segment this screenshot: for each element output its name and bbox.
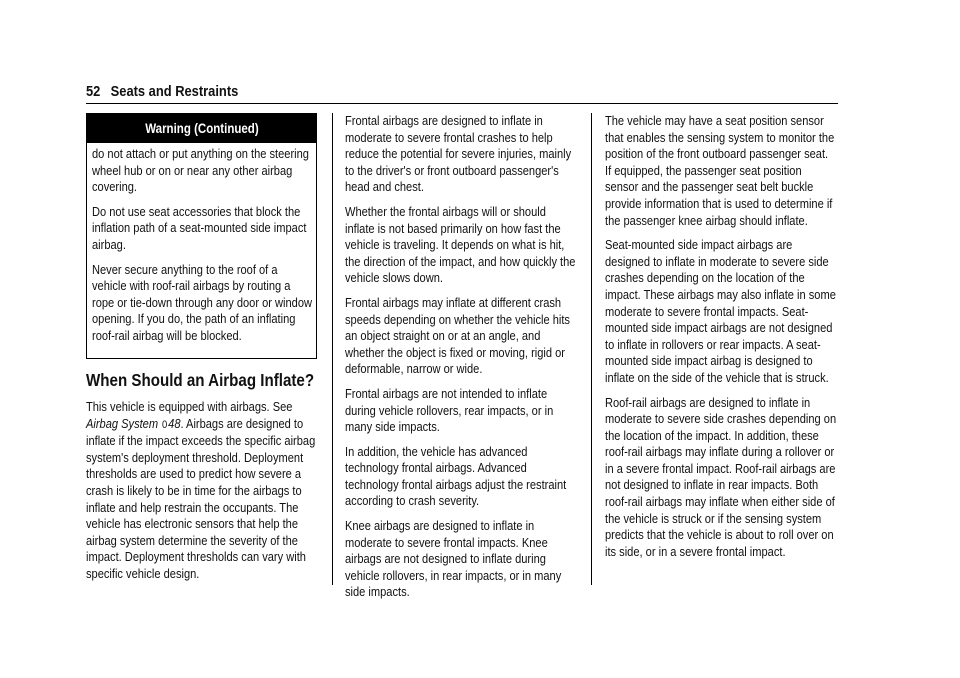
section-heading: When Should an Airbag Inflate?: [86, 370, 315, 390]
warning-box: [86, 113, 317, 359]
cross-reference-link[interactable]: Airbag System: [86, 415, 159, 431]
warning-body: [87, 143, 316, 345]
cross-reference-page[interactable]: 48: [168, 415, 181, 431]
warning-header: [87, 114, 316, 143]
column2-paragraph: Frontal airbags are not intended to inflate during vehicle rollovers, rear impacts, or in many side impacts.: [345, 385, 554, 435]
intro-paragraph: [86, 399, 320, 583]
column2-paragraph: In addition, the vehicle has advanced technology frontal airbags. Advanced technology frontal airbags adjust the restraint according to crash severity.: [345, 443, 567, 509]
intro-text-after: . Airbags are designed to inflate if the impact exceeds the specific airbag system's deployment threshold. Deployment thresholds are used to predict how severe a crash is likely to be in time for the airbags to inflate and help restrain the occupants. The vehicle has electronic sensors that help the airbag system determine the severity of the impact. Deployment thresholds can vary with specific vehicle design.: [86, 415, 316, 581]
section-name: Seats and Restraints: [110, 83, 239, 100]
column2-paragraph: Knee airbags are designed to inflate in moderate to severe frontal impacts. Knee airbags are not designed to inflate during vehicle rollovers, in rear impacts, or in many side impacts.: [345, 518, 562, 600]
column3-paragraph: The vehicle may have a seat position sensor that enables the sensing system to monitor the position of the front outboard passenger seat. If equipped, the passenger seat position sensor and the passenger seat belt buckle provide information that is used to determine if the passenger knee airbag should inflate.: [605, 113, 835, 228]
warning-paragraph: Never secure anything to the roof of a vehicle with roof-rail airbags by routing a rope or tie-down through any door or window opening. If you do, the path of an inflating roof-rail airbag will be blocked.: [92, 261, 312, 343]
section-intro: [86, 399, 358, 583]
warning-paragraph: do not attach or put anything on the steering wheel hub or on or near any other airbag covering.: [92, 146, 309, 195]
column2-paragraph: Frontal airbags may inflate at different crash speeds depending on whether the vehicle hits an object straight on or at an angle, and whether the object is fixed or moving, rigid or deformable, narrow or wide.: [345, 294, 570, 377]
header-rule: [86, 103, 838, 104]
page-number: 52: [86, 83, 101, 100]
page-header: [86, 83, 238, 100]
intro-text-before: This vehicle is equipped with airbags. See: [86, 399, 293, 414]
column3-paragraph: Seat-mounted side impact airbags are designed to inflate in moderate to severe side crashes depending on the location of the impact. These airbags may also inflate in some moderate to severe frontal impacts. Seat-mounted side impact airbags are not designed to inflate in rollovers or rear impacts. A seat-mounted side impact airbag is designed to inflate on the side of the vehicle that is struck.: [605, 237, 836, 385]
column2-paragraph: Frontal airbags are designed to inflate in moderate to severe frontal crashes to help reduce the potential for severe injuries, mainly to the driver's or front outboard passenger's head and chest.: [345, 113, 572, 195]
column2-paragraph: Whether the frontal airbags will or should inflate is not based primarily on how fast the vehicle is traveling. It depends on what is hit, the direction of the impact, and how quickly the vehicle slows down.: [345, 203, 576, 286]
column-2: [345, 113, 577, 609]
warning-title: Warning (Continued): [144, 121, 259, 136]
column3-paragraph: Roof-rail airbags are designed to inflate in moderate to severe side crashes depending on the location of the impact. In addition, these roof-rail airbags may inflate during a rollover or in a severe frontal impact. Roof-rail airbags are not designed to inflate in rear impacts. Both roof-rail airbags may inflate when either side of the vehicle is struck or if the sensing system predicts that the vehicle is about to roll over on its side, or in a severe frontal impact.: [605, 394, 837, 559]
column-3: [605, 113, 837, 568]
column-divider-2: [591, 113, 592, 585]
warning-paragraph: Do not use seat accessories that block the inflation path of a seat-mounted side impact airbag.: [92, 203, 307, 252]
page-reference-icon: 0: [162, 418, 168, 431]
